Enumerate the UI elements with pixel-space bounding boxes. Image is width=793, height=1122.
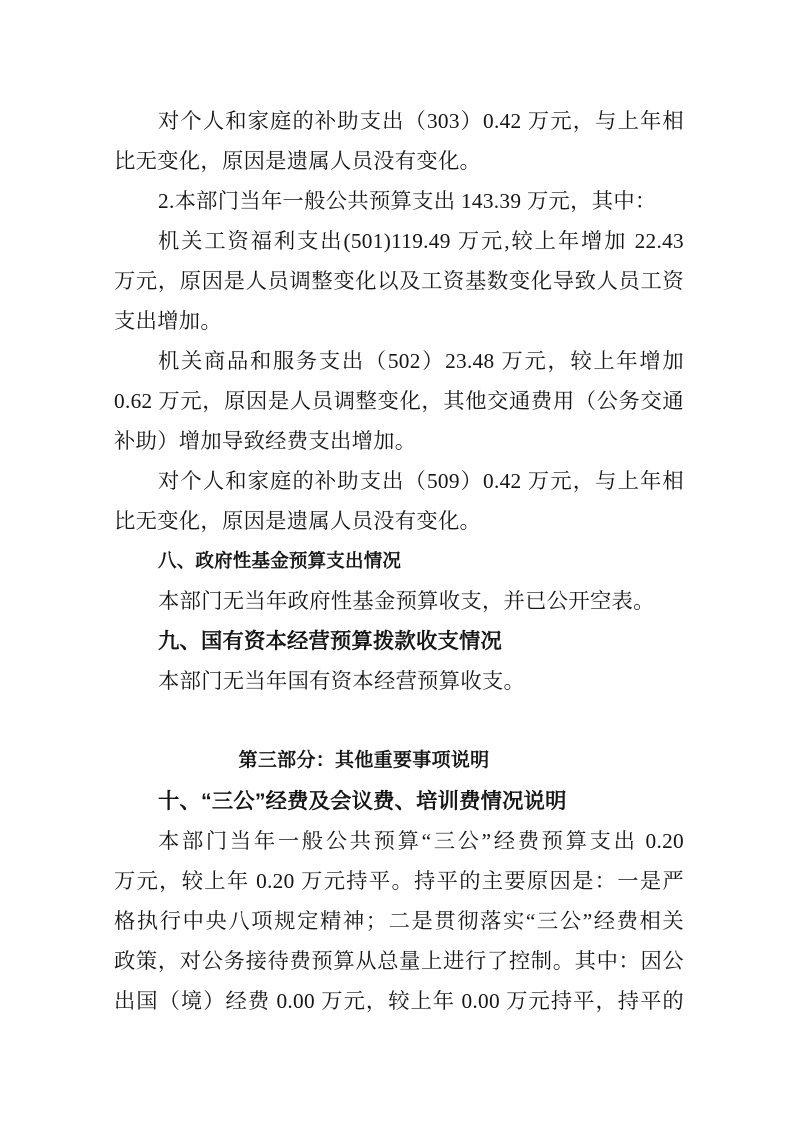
paragraph-line: 本部门无当年政府性基金预算收支，并已公开空表。 [158, 589, 655, 613]
paragraph-line: 比无变化，原因是遗属人员没有变化。 [114, 509, 482, 533]
section-heading-state-capital: 九、国有资本经营预算拨款收支情况 [158, 629, 502, 653]
paragraph-line: 机关商品和服务支出（502）23.48 万元，较上年增加 [158, 349, 684, 373]
paragraph-line: 政策，对公务接待费预算从总量上进行了控制。其中：因公 [114, 949, 684, 973]
paragraph-line: 万元，较上年 0.20 万元持平。持平的主要原因是：一是严 [114, 869, 684, 893]
blank-line [114, 701, 684, 741]
paragraph-line: 0.62 万元，原因是人员调整变化，其他交通费用（公务交通 [114, 389, 684, 413]
paragraph-line: 对个人和家庭的补助支出（509）0.42 万元，与上年相 [158, 469, 684, 493]
paragraph-line: 本部门当年一般公共预算“三公”经费预算支出 0.20 [158, 829, 684, 853]
paragraph-line: 补助）增加导致经费支出增加。 [114, 429, 417, 453]
paragraph-line: 支出增加。 [114, 309, 222, 333]
part-three-title: 第三部分：其他重要事项说明 [238, 750, 490, 771]
paragraph-line: 2.本部门当年一般公共预算支出 143.39 万元，其中： [158, 189, 657, 213]
paragraph-line: 对个人和家庭的补助支出（303）0.42 万元，与上年相 [158, 109, 684, 133]
paragraph-line: 出国（境）经费 0.00 万元，较上年 0.00 万元持平，持平的 [114, 989, 684, 1013]
paragraph-line: 本部门无当年国有资本经营预算收支。 [158, 669, 526, 693]
paragraph-line: 格执行中央八项规定精神；二是贯彻落实“三公”经费相关 [114, 909, 684, 933]
paragraph-line: 机关工资福利支出(501)119.49 万元,较上年增加 22.43 [158, 229, 684, 253]
paragraph-line: 比无变化，原因是遗属人员没有变化。 [114, 149, 482, 173]
document-body [114, 101, 684, 1021]
section-heading-gov-fund: 八、政府性基金预算支出情况 [158, 550, 402, 571]
paragraph-line: 万元，原因是人员调整变化以及工资基数变化导致人员工资 [114, 269, 684, 293]
section-heading-three-public-funds: 十、“三公”经费及会议费、培训费情况说明 [158, 789, 567, 813]
